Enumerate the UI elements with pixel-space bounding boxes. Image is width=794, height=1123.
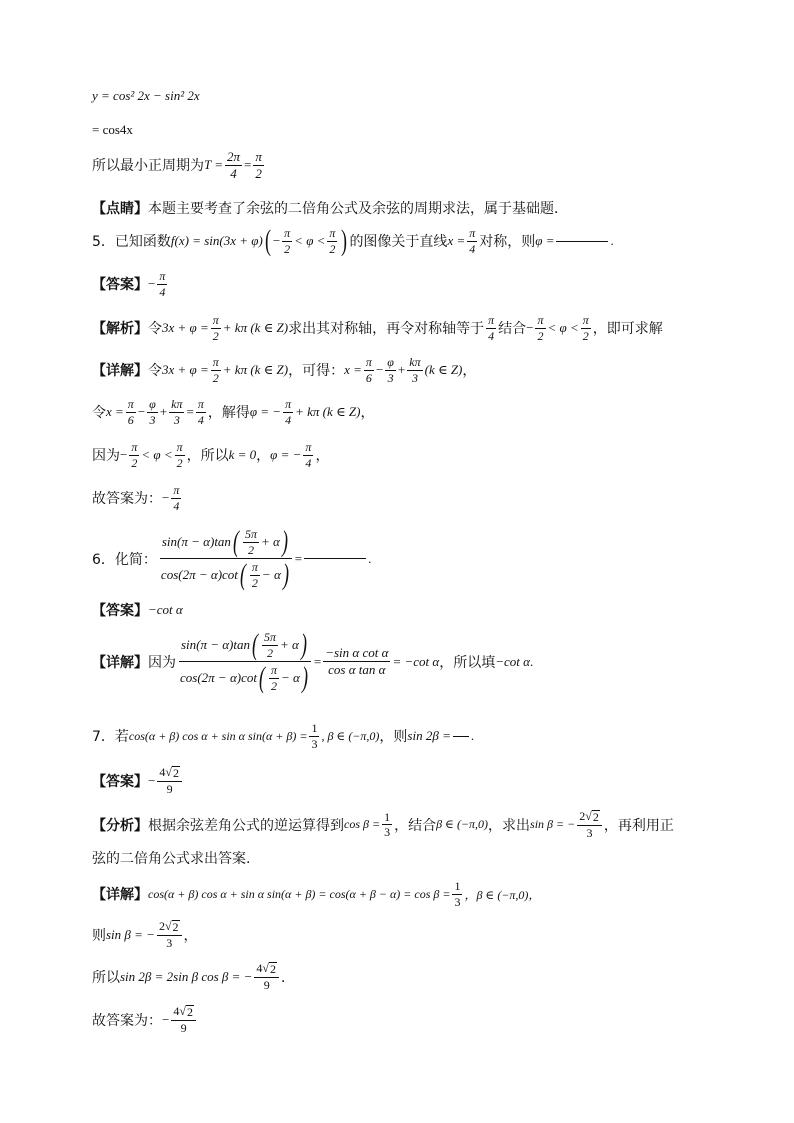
equals: = xyxy=(244,157,252,173)
fraction-num: kπ xyxy=(409,355,421,369)
q5-function: f(x) = sin(3x + φ) xyxy=(170,233,263,248)
expr: cos β = xyxy=(344,817,381,832)
radicand: 2 xyxy=(172,766,179,780)
fraction-num: π xyxy=(176,440,183,454)
minus-sign: − xyxy=(375,362,384,378)
sqrt-symbol: √ xyxy=(165,765,172,779)
fraction-num: π xyxy=(212,313,219,327)
expr: cos(2π − α)cot xyxy=(160,567,238,583)
left-paren: ( xyxy=(258,661,265,694)
fraction-num xyxy=(160,527,292,559)
expr: + α xyxy=(280,637,299,653)
analysis-7 xyxy=(92,810,724,839)
radicand: 2 xyxy=(270,962,277,976)
detail-tag: 【详解】 xyxy=(92,887,148,904)
text: 结合 xyxy=(498,321,527,338)
fraction-den: 4 xyxy=(469,241,476,256)
fraction-num: π xyxy=(329,225,336,240)
big-fraction xyxy=(178,630,312,693)
fraction-num: 1 xyxy=(454,879,461,893)
fraction-num: π xyxy=(488,313,495,327)
text: ，所以填 xyxy=(439,654,496,671)
text: ，再利用正 xyxy=(603,817,674,834)
fraction-den: 3 xyxy=(166,935,173,950)
expr: sin β = − xyxy=(530,817,576,832)
equals: = xyxy=(186,404,194,420)
answer-6 xyxy=(92,600,724,620)
fraction-den: 6 xyxy=(365,370,372,385)
left-paren: ( xyxy=(239,558,246,591)
fraction-num: π xyxy=(537,313,544,327)
fraction-num xyxy=(179,630,311,662)
fraction-num xyxy=(254,962,279,978)
left-paren: ( xyxy=(232,525,239,558)
text: ，所以 xyxy=(186,448,229,465)
minus-sign: − xyxy=(120,447,128,463)
question-6 xyxy=(92,527,724,590)
fraction-den: 3 xyxy=(411,370,418,385)
fraction xyxy=(129,441,139,469)
fraction-den: 4 xyxy=(305,455,312,470)
expr: (k ∈ Z) xyxy=(424,362,463,378)
expr: x = xyxy=(344,362,362,378)
text: ， xyxy=(360,405,375,422)
q5-phi: φ = xyxy=(535,233,555,248)
fraction-den: 4 xyxy=(230,165,237,181)
text: ，解得 xyxy=(207,405,250,422)
fraction xyxy=(364,356,374,384)
fraction xyxy=(385,356,396,384)
fraction xyxy=(303,441,313,469)
comment-text: 本题主要考查了余弦的二倍角公式及余弦的周期求法，属于基础题． xyxy=(148,201,568,217)
fraction xyxy=(225,150,242,180)
minus-sign: − xyxy=(162,1011,170,1027)
expr: cos(2π − α)cot xyxy=(180,670,257,686)
fraction-den: 9 xyxy=(180,1020,187,1035)
fraction xyxy=(254,962,279,991)
minus-sign: − xyxy=(526,320,534,336)
detail-5-line-4 xyxy=(92,484,724,512)
fraction-den: 3 xyxy=(387,370,394,385)
fraction-den: 2 xyxy=(131,455,138,470)
fraction-num: π xyxy=(255,149,262,164)
text: ，求出 xyxy=(488,817,531,834)
fraction-den: 4 xyxy=(197,412,204,427)
fraction-den xyxy=(178,662,312,693)
fraction xyxy=(581,314,591,342)
analysis-7-line-2 xyxy=(92,848,724,868)
fraction-den: 2 xyxy=(255,165,262,181)
fraction xyxy=(243,528,259,556)
answer-blank xyxy=(453,736,469,737)
fraction-den: 2 xyxy=(212,328,219,343)
fraction xyxy=(282,227,292,255)
plus-sign: + xyxy=(159,404,168,420)
coef: 4 xyxy=(256,961,263,975)
fraction xyxy=(452,880,462,908)
fraction-den: 2 xyxy=(212,370,219,385)
sqrt-symbol: √ xyxy=(179,1004,186,1018)
fraction-num: π xyxy=(127,397,134,411)
fraction-num: π xyxy=(173,483,180,497)
left-paren: ( xyxy=(252,628,259,661)
expr: − α xyxy=(281,670,300,686)
expr: 3x + φ = xyxy=(162,320,209,336)
answer-value: −cot α xyxy=(148,602,183,617)
equation-line-1 xyxy=(92,88,724,104)
answer-tag: 【答案】 xyxy=(92,773,148,790)
fraction-num: 5π xyxy=(264,629,277,644)
fraction-num: π xyxy=(582,313,589,327)
fraction xyxy=(327,227,337,255)
detail-7-line-4 xyxy=(92,1005,724,1034)
fraction-den: 2 xyxy=(284,241,291,256)
expr: cos(α + β) cos α + sin α sin(α + β) = xyxy=(128,728,308,743)
radicand: 2 xyxy=(172,920,179,934)
fraction-num: φ xyxy=(149,397,156,411)
radicand: 2 xyxy=(592,810,599,824)
expr: sin(π − α)tan xyxy=(161,534,231,550)
radicand: 2 xyxy=(186,1005,193,1019)
fraction-den: 3 xyxy=(173,412,180,427)
sqrt-symbol: √ xyxy=(585,809,592,823)
expr: , β ∈ (−π,0) xyxy=(321,728,380,743)
sqrt-symbol: √ xyxy=(262,961,270,975)
text: ， xyxy=(315,448,330,465)
expr: sin β = − xyxy=(106,926,155,942)
expr: ，β ∈ (−π,0)， xyxy=(464,887,541,902)
fraction xyxy=(157,766,182,795)
equation-line-2 xyxy=(92,122,724,138)
fraction xyxy=(262,631,278,659)
fraction-den: 4 xyxy=(159,284,166,299)
expr: + kπ (k ∈ Z) xyxy=(295,404,361,420)
expr: < φ < xyxy=(547,320,579,336)
end: . xyxy=(470,728,475,744)
fraction-den: 3 xyxy=(586,825,593,840)
fraction-den: 2 xyxy=(267,645,274,660)
q5-mid: 的图像关于直线 xyxy=(349,234,448,250)
expr: + kπ (k ∈ Z) xyxy=(222,320,289,336)
answer-blank xyxy=(304,558,366,559)
coef: 2 xyxy=(579,809,586,823)
q6-prefix: 6．化简： xyxy=(92,551,157,568)
q7-prefix: 7．若 xyxy=(92,729,129,746)
q5-x: x = xyxy=(447,233,466,248)
left-paren: ( xyxy=(264,224,271,257)
fraction-den: 4 xyxy=(173,498,180,513)
detail-6 xyxy=(92,630,724,693)
fraction-den: 3 xyxy=(454,894,461,909)
right-paren: ) xyxy=(281,525,288,558)
fraction xyxy=(323,646,390,676)
fraction xyxy=(269,664,279,692)
comment-tag: 【点睛】 xyxy=(92,201,148,217)
plus-sign: + xyxy=(397,362,406,378)
analysis-5 xyxy=(92,314,724,342)
fraction-num: π xyxy=(284,225,291,240)
fraction-den: 2 xyxy=(582,328,589,343)
detail-7 xyxy=(92,880,724,908)
fraction-den: 9 xyxy=(263,977,270,992)
expr: cos(α + β) cos α + sin α sin(α + β) = cos(α + β − α) = cos β = xyxy=(148,886,451,901)
fraction xyxy=(157,270,167,298)
answer-5 xyxy=(92,270,724,298)
minus-sign: − xyxy=(272,233,281,248)
fraction xyxy=(171,484,181,512)
q5-tail: 对称，则 xyxy=(479,234,536,250)
text: ，即可求解 xyxy=(592,321,663,338)
detail-5-line-2 xyxy=(92,398,724,426)
fraction xyxy=(147,398,158,426)
fraction-den: 3 xyxy=(311,736,318,751)
period-line xyxy=(92,150,724,180)
right-paren: ) xyxy=(341,224,348,257)
fraction xyxy=(382,811,392,839)
text: 求出其对称轴，再令对称轴等于 xyxy=(288,321,485,338)
text: ， xyxy=(256,448,271,465)
fraction-den: 2 xyxy=(176,455,183,470)
detail-tag: 【详解】 xyxy=(92,654,148,671)
minus-sign: − xyxy=(148,772,156,788)
fraction xyxy=(309,722,319,750)
fraction-num: 1 xyxy=(311,721,318,735)
fraction xyxy=(196,398,206,426)
fraction-num: π xyxy=(365,355,372,369)
text: 因为 xyxy=(92,448,120,465)
fraction xyxy=(535,314,545,342)
expr: β ∈ (−π,0) xyxy=(436,817,489,832)
fraction xyxy=(486,314,496,342)
fraction xyxy=(211,356,221,384)
answer-tag: 【答案】 xyxy=(92,603,148,619)
answer-7 xyxy=(92,766,724,795)
fraction-num: −sin α cot α xyxy=(325,645,389,661)
fraction xyxy=(175,441,185,469)
fraction-num xyxy=(157,766,182,782)
fraction-num: kπ xyxy=(171,397,183,411)
text: 令 xyxy=(92,405,106,422)
q5-prefix: 5．已知函数 xyxy=(92,234,171,250)
question-7 xyxy=(92,722,724,750)
fraction-num: π xyxy=(159,269,166,283)
fraction-den: 4 xyxy=(488,328,495,343)
text: 因为 xyxy=(148,654,176,671)
expr: − α xyxy=(261,567,281,583)
detail-7-line-2 xyxy=(92,920,724,949)
minus-sign: − xyxy=(148,276,156,292)
text: 弦的二倍角公式求出答案. xyxy=(92,851,251,867)
fraction-den xyxy=(159,559,293,590)
text: ， xyxy=(462,363,477,380)
fraction-num: π xyxy=(305,440,312,454)
analysis-tag: 【分析】 xyxy=(92,817,148,834)
text: ． xyxy=(281,969,296,986)
end: . xyxy=(368,550,372,566)
equation-cos4x: = cos4x xyxy=(92,122,133,137)
right-paren: ) xyxy=(301,661,308,694)
detail-5-line-3 xyxy=(92,441,724,469)
answer-tag: 【答案】 xyxy=(92,277,148,294)
right-paren: ) xyxy=(300,628,307,661)
expr: + kπ (k ∈ Z) xyxy=(222,362,289,378)
fraction xyxy=(250,561,260,589)
fraction-den: 2 xyxy=(251,575,258,590)
fraction-den: 9 xyxy=(166,781,173,796)
expr: < φ < xyxy=(141,447,173,463)
expr: sin 2β = xyxy=(407,728,451,744)
expr: sin 2β = 2sin β cos β = − xyxy=(120,968,253,984)
expr: = −cot α xyxy=(392,653,440,669)
expr: sin(π − α)tan xyxy=(180,637,251,653)
equals: = xyxy=(294,550,303,566)
text: 故答案为： xyxy=(92,1012,162,1029)
fraction-num: π xyxy=(131,440,138,454)
text: ， xyxy=(183,927,198,944)
big-fraction xyxy=(159,527,293,590)
fraction xyxy=(467,227,477,255)
fraction-den: cos α tan α xyxy=(328,662,386,677)
fraction-den: 3 xyxy=(384,825,391,840)
fraction xyxy=(407,356,422,384)
expr: k = 0 xyxy=(228,447,257,463)
text: ，则 xyxy=(379,729,408,746)
coef: 4 xyxy=(173,1004,180,1018)
fraction xyxy=(211,314,221,342)
fraction xyxy=(283,398,293,426)
analysis-tag: 【解析】 xyxy=(92,321,148,338)
fraction xyxy=(157,920,182,949)
right-paren: ) xyxy=(282,558,289,591)
expr: φ = − xyxy=(249,404,282,420)
fraction-den: 2 xyxy=(247,542,254,557)
fraction-num: π xyxy=(212,355,219,369)
text: 根据余弦差角公式的逆运算得到 xyxy=(148,817,344,834)
expr: 3x + φ = xyxy=(162,362,209,378)
q5-inequality: < φ < xyxy=(294,233,326,248)
fraction-den: 4 xyxy=(285,412,292,427)
fraction-num: 2π xyxy=(227,149,241,164)
text: 故答案为： xyxy=(92,491,162,508)
fraction-num xyxy=(157,920,182,936)
expr: x = xyxy=(106,404,124,420)
detail-7-line-3 xyxy=(92,962,724,991)
text: 令 xyxy=(148,321,162,338)
text: ，可得： xyxy=(288,363,345,380)
text: 令 xyxy=(148,363,162,380)
expr: φ = − xyxy=(270,447,302,463)
fraction-num xyxy=(577,810,602,826)
fraction-num: π xyxy=(251,559,258,574)
detail-5 xyxy=(92,356,724,384)
equation-y: y = cos² 2x − sin² 2x xyxy=(92,88,200,103)
expr: + α xyxy=(260,534,280,550)
fraction-num: 5π xyxy=(244,526,257,541)
detail-tag: 【详解】 xyxy=(92,363,148,380)
fraction-den: 6 xyxy=(127,412,134,427)
comment-line xyxy=(92,198,724,218)
fraction xyxy=(171,1005,196,1034)
q5-end: . xyxy=(610,233,614,248)
fraction-num: π xyxy=(469,225,476,240)
sqrt-symbol: √ xyxy=(164,919,172,933)
coef: 4 xyxy=(159,765,166,779)
fraction-num: π xyxy=(285,397,292,411)
fraction-num: φ xyxy=(387,355,394,369)
minus-sign: − xyxy=(162,490,170,506)
fraction xyxy=(126,398,136,426)
coef: 2 xyxy=(158,919,165,933)
fraction-den: 3 xyxy=(149,412,156,427)
text: 所以 xyxy=(92,969,120,986)
equals: = xyxy=(313,653,322,669)
fraction-den: 2 xyxy=(270,678,277,693)
minus-sign: − xyxy=(137,404,146,420)
fraction xyxy=(577,810,602,839)
text: 则 xyxy=(92,927,106,944)
period-text: 所以最小正周期为 xyxy=(92,158,204,175)
fraction xyxy=(169,398,184,426)
question-5 xyxy=(92,226,724,256)
end: . xyxy=(529,653,534,669)
answer-blank xyxy=(556,241,608,242)
fraction-num: π xyxy=(270,662,277,677)
text: ，结合 xyxy=(394,817,437,834)
fraction-den: 2 xyxy=(537,328,544,343)
fraction xyxy=(253,150,264,180)
fraction-num: π xyxy=(197,397,204,411)
expr: −cot α xyxy=(495,653,530,669)
fraction-den: 2 xyxy=(329,241,336,256)
period-T: T = xyxy=(204,157,224,173)
fraction-num xyxy=(171,1005,196,1021)
fraction-num: 1 xyxy=(384,809,391,824)
